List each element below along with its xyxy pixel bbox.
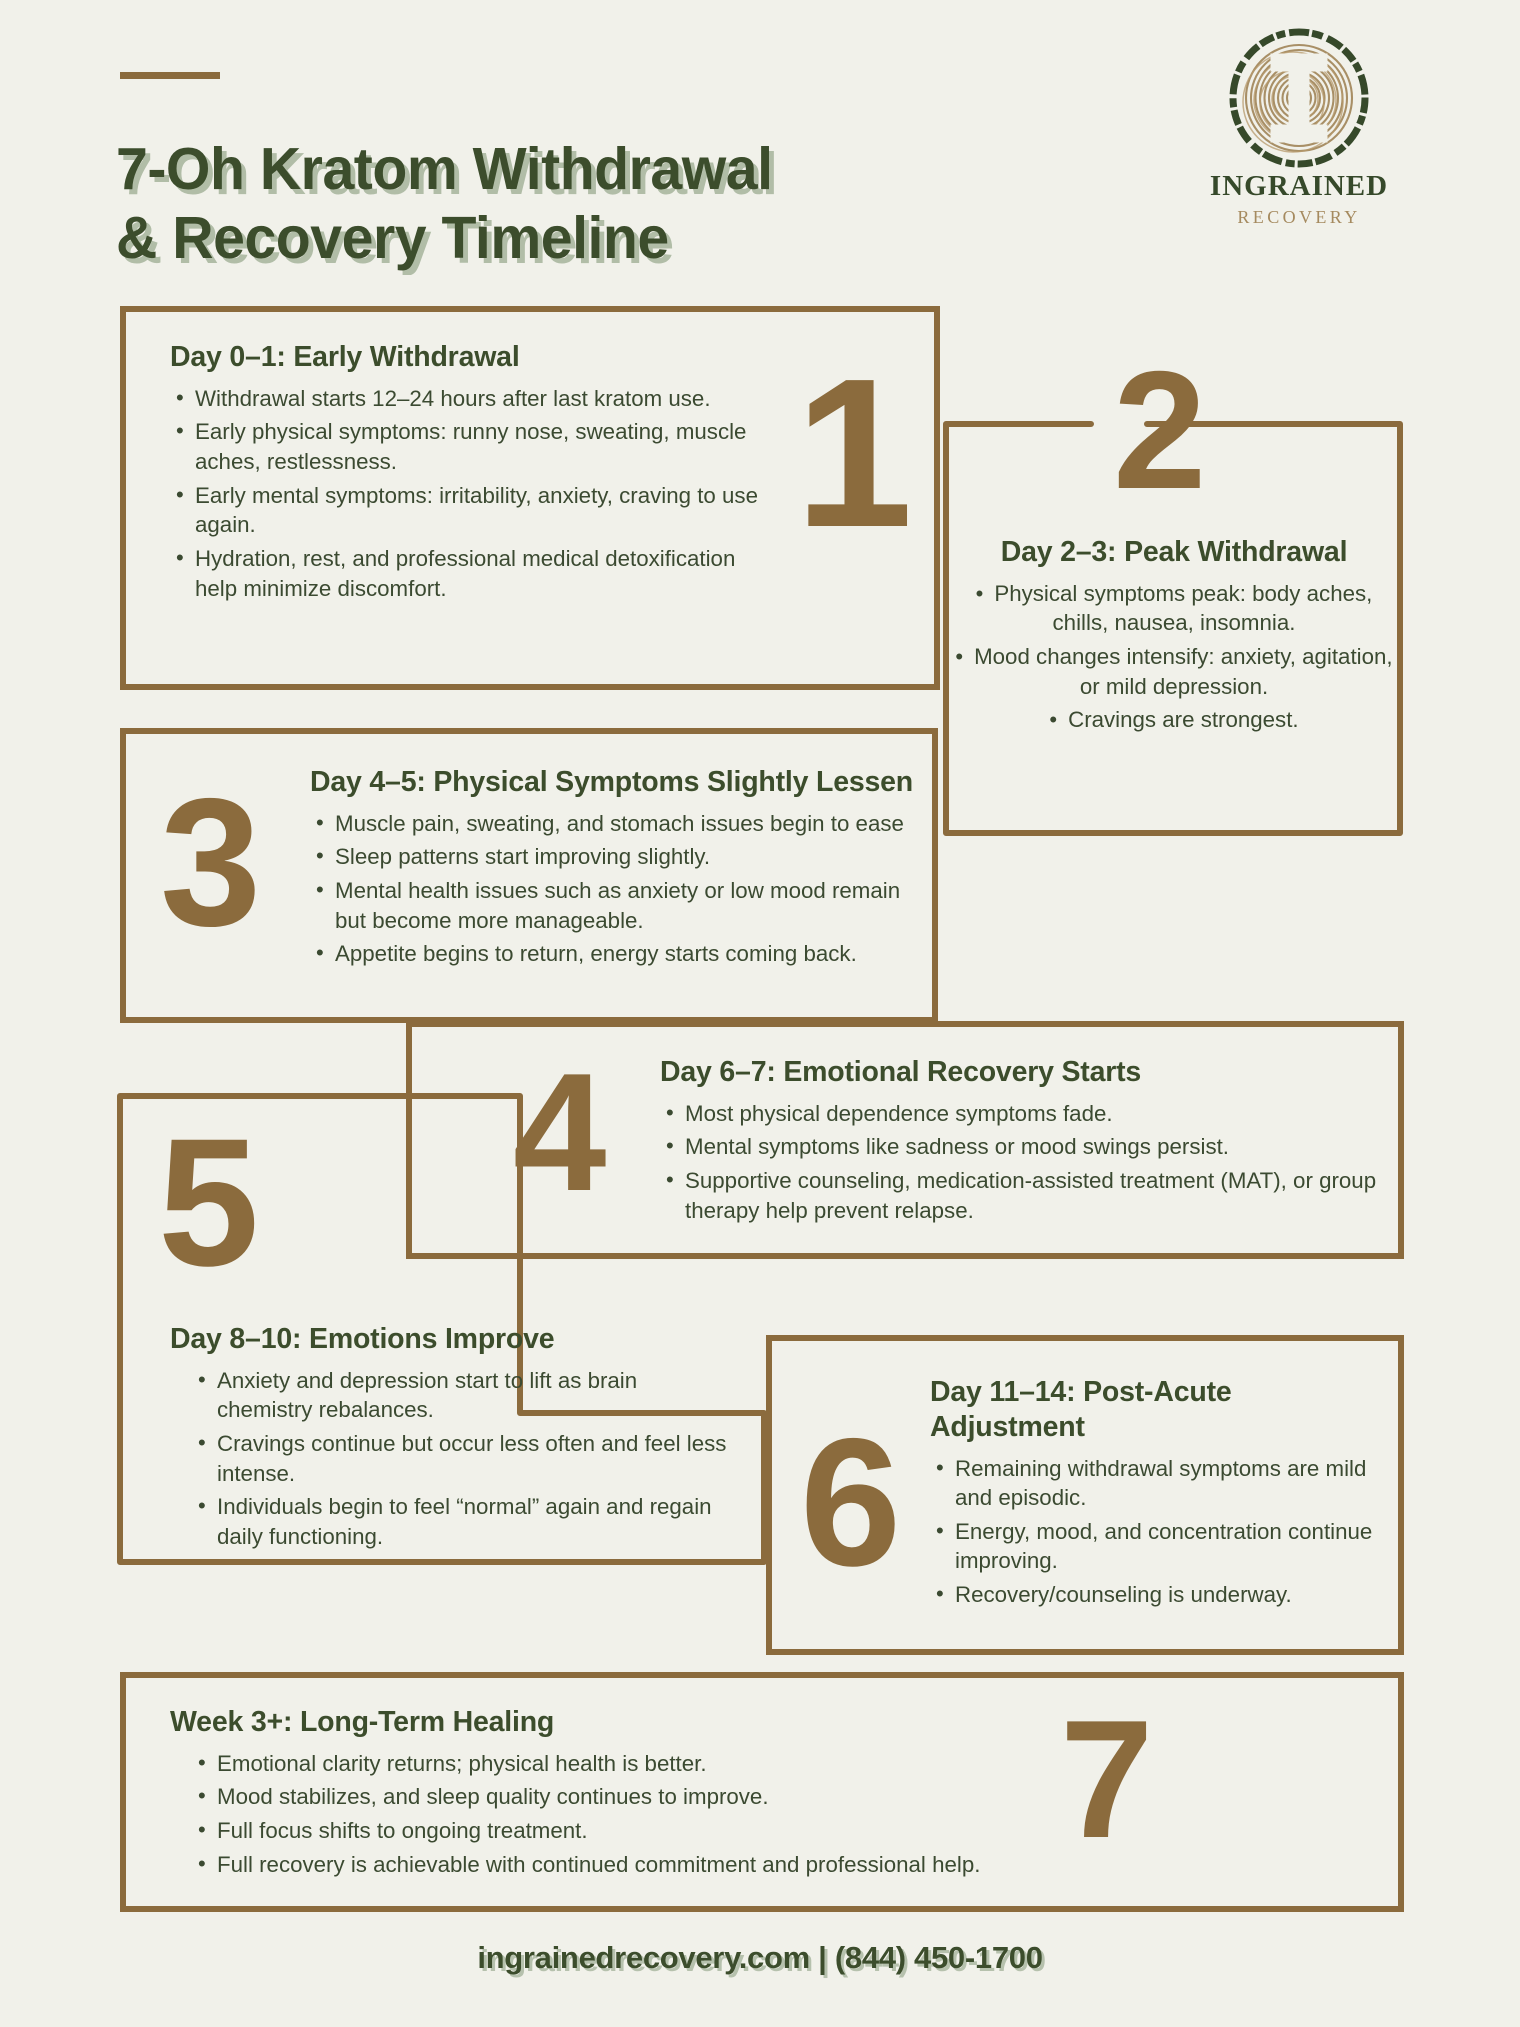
page-title-line-1: 7-Oh Kratom Withdrawal xyxy=(116,135,773,202)
step-2-content xyxy=(955,535,1393,739)
step-5-content xyxy=(170,1322,730,1556)
step-7-heading: Week 3+: Long-Term Healing xyxy=(170,1706,555,1738)
list-item: • Mental symptoms like sadness or mood swings persist. xyxy=(660,1132,1380,1162)
title-accent-rule xyxy=(120,72,220,79)
list-item: • Remaining withdrawal symptoms are mild and episodic. xyxy=(930,1454,1390,1513)
step-7-content xyxy=(170,1705,1000,1883)
list-item: • Hydration, rest, and professional medical detoxification help minimize discomfort. xyxy=(170,544,770,603)
step-6-content xyxy=(930,1375,1390,1614)
list-item: • Most physical dependence symptoms fade. xyxy=(660,1099,1380,1129)
list-item: • Mood stabilizes, and sleep quality continues to improve. xyxy=(192,1782,1000,1812)
step-1-bullets xyxy=(170,384,770,603)
step-1-heading: Day 0–1: Early Withdrawal xyxy=(170,341,520,373)
step-2-bullets xyxy=(955,579,1393,735)
list-item: • Sleep patterns start improving slightly. xyxy=(310,842,930,872)
step-3-bullets xyxy=(310,809,930,969)
list-item: • Physical symptoms peak: body aches, chills, nausea, insomnia. xyxy=(955,579,1393,638)
step-3-number: 3 xyxy=(160,760,260,964)
list-item: • Full recovery is achievable with continued commitment and professional help. xyxy=(192,1850,1000,1880)
step-6-heading: Day 11–14: Post-Acute Adjustment xyxy=(930,1376,1232,1443)
list-item: • Mood changes intensify: anxiety, agitation, or mild depression. xyxy=(955,642,1393,701)
list-item: • Energy, mood, and concentration continue improving. xyxy=(930,1517,1390,1576)
list-item: • Recovery/counseling is underway. xyxy=(930,1580,1390,1610)
logo-tagline: RECOVERY xyxy=(1237,207,1361,227)
list-item: • Muscle pain, sweating, and stomach issues begin to ease xyxy=(310,809,930,839)
step-1-number: 1 xyxy=(795,334,911,571)
step-4-content xyxy=(660,1055,1380,1229)
list-item: • Early mental symptoms: irritability, anxiety, craving to use again. xyxy=(170,481,770,540)
page-title xyxy=(116,135,1096,274)
logo-wordmark: INGRAINED xyxy=(1209,170,1389,202)
step-2-heading: Day 2–3: Peak Withdrawal xyxy=(1000,536,1348,568)
step-4-heading: Day 6–7: Emotional Recovery Starts xyxy=(660,1056,1142,1088)
step-4-bullets xyxy=(660,1099,1380,1226)
step-5-number: 5 xyxy=(158,1100,258,1304)
step-7-bullets xyxy=(170,1749,1000,1880)
list-item: • Cravings are strongest. xyxy=(955,705,1393,735)
step-4-number: 4 xyxy=(513,1038,605,1226)
brand-logo xyxy=(1199,28,1399,238)
list-item: • Emotional clarity returns; physical health is better. xyxy=(192,1749,1000,1779)
page-title-line-2: & Recovery Timeline xyxy=(116,205,669,272)
list-item: • Anxiety and depression start to lift as brain chemistry rebalances. xyxy=(192,1366,730,1425)
step-5-heading: Day 8–10: Emotions Improve xyxy=(170,1323,555,1355)
footer-contact[interactable]: ingrainedrecovery.com | (844) 450-1700 xyxy=(477,1940,1043,1975)
list-item: • Mental health issues such as anxiety or low mood remain but become more manageable. xyxy=(310,876,930,935)
step-6-bullets xyxy=(930,1454,1390,1610)
step-5-bullets xyxy=(170,1366,730,1552)
step-3-content xyxy=(310,765,930,973)
list-item: • Full focus shifts to ongoing treatment. xyxy=(192,1816,1000,1846)
list-item: • Early physical symptoms: runny nose, sweating, muscle aches, restlessness. xyxy=(170,417,770,476)
step-3-heading: Day 4–5: Physical Symptoms Slightly Lessen xyxy=(310,766,914,798)
list-item: • Supportive counseling, medication-assisted treatment (MAT), or group therapy help prevent relapse. xyxy=(660,1166,1380,1225)
list-item: • Cravings continue but occur less often and feel less intense. xyxy=(192,1429,730,1488)
step-2-number: 2 xyxy=(1113,336,1205,524)
step-6-number: 6 xyxy=(800,1400,900,1604)
step-1-content xyxy=(170,340,770,607)
tree-ring-fingerprint-icon xyxy=(1229,28,1369,168)
step-7-number: 7 xyxy=(1060,1685,1152,1873)
list-item: • Individuals begin to feel “normal” again and regain daily functioning. xyxy=(192,1492,730,1551)
list-item: • Appetite begins to return, energy starts coming back. xyxy=(310,939,930,969)
list-item: • Withdrawal starts 12–24 hours after last kratom use. xyxy=(170,384,770,414)
